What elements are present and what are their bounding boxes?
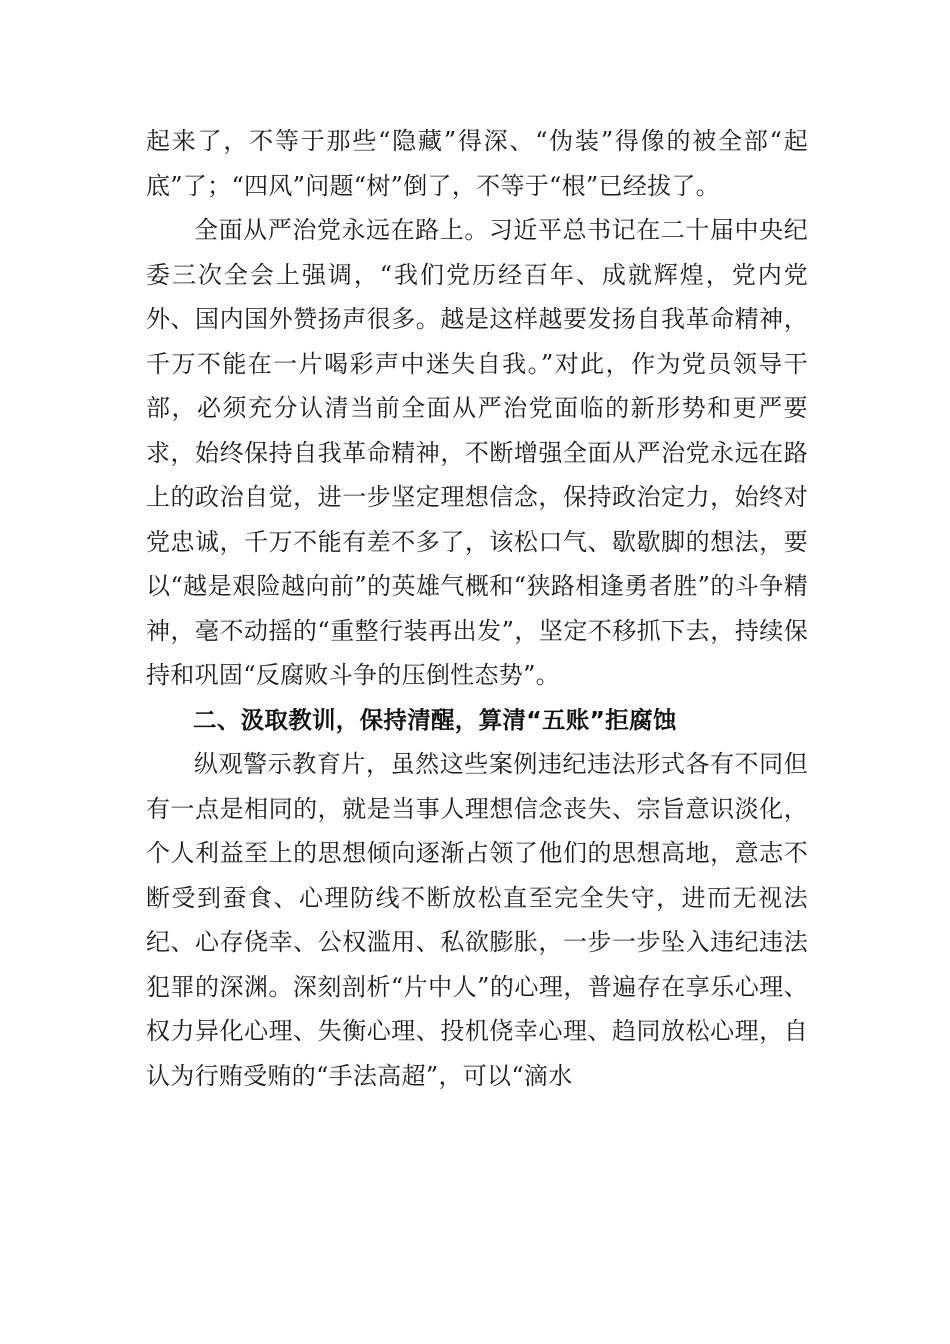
section-heading: 二、汲取教训，保持清醒，算清“五账”拒腐蚀 bbox=[193, 705, 677, 734]
paragraph-warning-lessons: 纵观警示教育片，虽然这些案例违纪违法形式各有不同但有一点是相同的，就是当事人理想信念丧失、宗旨意识淡化，个人利益至上的思想倾向逐渐占领了他们的思想高地，意志不断受到蚕食、心理防线不断放松直至完全失守，进而无视法纪、心存侥幸、公权滥用、私欲膨胀，一步一步坠入违纪违法犯罪的深渊。深刻剖析“片中人”的心理，普遍存在享乐心理、权力异化心理、失衡心理、投机侥幸心理、趋同放松心理，自认为行贿受贿的“手法高超”，可以“滴水 bbox=[146, 750, 808, 1090]
paragraph-continuation: 起来了，不等于那些“隐藏”得深、“伪装”得像的被全部“起底”了；“四风”问题“树”倒了，不等于“根”已经拔了。 bbox=[146, 127, 808, 200]
paragraph-party-governance: 全面从严治党永远在路上。习近平总书记在二十届中央纪委三次全会上强调，“我们党历经百年、成就辉煌，党内党外、国内国外赞扬声很多。越是这样越要发扬自我革命精神，千万不能在一片喝彩声中迷失自我。”对此，作为党员领导干部，必须充分认清当前全面从严治党面临的新形势和更严要求，始终保持自我革命精神，不断增强全面从严治党永远在路上的政治自觉，进一步坚定理想信念，保持政治定力，始终对党忠诚，千万不能有差不多了，该松口气、歇歇脚的想法，要以“越是艰险越向前”的英雄气概和“狭路相逢勇者胜”的斗争精神，毫不动摇的“重整行装再出发”，坚定不移抓下去，持续保持和巩固“反腐败斗争的压倒性态势”。 bbox=[146, 216, 808, 689]
document-body bbox=[146, 119, 808, 1098]
